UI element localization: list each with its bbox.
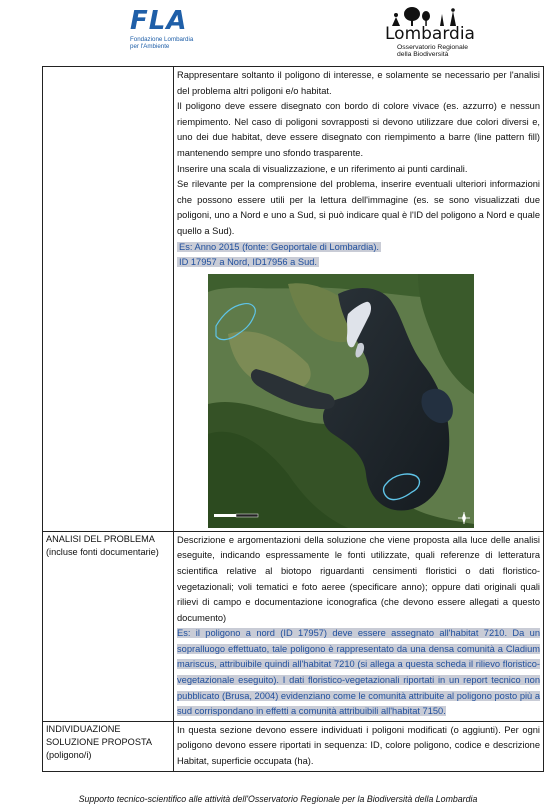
scale-bar — [214, 514, 258, 517]
description-paragraph: Descrizione e argomentazioni della soluzione che viene proposta alla luce delle analisi eseguite, indicando espressamente le fonti utilizzate, quali referenze di letteratura scientifica relative al biotopo riguardanti censimenti floristici o dati floristico-vegetazionali; voli tematici e foto aeree (specificare anno); oppure dati originali quali rilievi di campo e documentazione iconografica (che devono essere allegati a questo documento) — [177, 534, 540, 623]
lombardia-logo — [385, 8, 475, 58]
fla-logo — [130, 8, 204, 54]
table-row — [43, 67, 544, 532]
example-analysis-text: Es: il poligono a nord (ID 17957) deve essere assegnato all'habitat 7210. Da un sopralluogo effettuato, tale poligono è rappresentato da una densa comunità a Cladium mariscus, attribuibile quindi all'habitat 7210 (si allega a questa scheda il rilievo floristico-vegetazionale eseguito). I dati floristico-vegetazionali riportati in un report tecnico non pubblicato (Brusa, 2004) evidenziano come le comunità attribuite al poligono posto più a sud corrispondano in effetti a comunità attribuibili all'habitat 7150. — [177, 628, 540, 717]
row-content-map-instructions — [174, 67, 544, 532]
aerial-photo-image — [208, 274, 474, 528]
example-source-text: Es: Anno 2015 (fonte: Geoportale di Lombardia). — [179, 241, 380, 252]
lombardia-logo-subtitle: Osservatorio Regionale della Biodiversità — [397, 44, 469, 59]
instruction-paragraph: Il poligono deve essere disegnato con bordo di colore vivace (es. azzurro) e nessun riempimento. Nel caso di poligoni sovrapposti si devono utilizzare due colori diversi e, uno dei due habitat, deve essere disegnato con riempimento a barre (line pattern fill) mantenendo sempre uno sfondo trasparente. — [177, 101, 540, 158]
row-label-soluzione: INDIVIDUAZIONE SOLUZIONE PROPOSTA (poligono/i) — [43, 721, 174, 771]
table-row — [43, 531, 544, 721]
lombardia-logo-name: Lombardia — [385, 24, 475, 44]
fla-logo-subtitle: Fondazione Lombardia per l'Ambiente — [130, 36, 194, 50]
fla-logo-mark: FLA — [130, 6, 188, 36]
example-id-text: ID 17957 a Nord, ID17956 a Sud. — [179, 257, 317, 268]
instruction-paragraph: Rappresentare soltanto il poligono di interesse, e solamente se necessario per l'analisi del problema altri poligoni e/o habitat. — [177, 70, 540, 96]
row-label-analisi: ANALISI DEL PROBLEMA (incluse fonti documentarie) — [43, 531, 174, 721]
instruction-paragraph: Se rilevante per la comprensione del problema, inserire eventuali ulteriori informazioni che possono essere utili per la lettura dell'immagine (es. se sono visualizzati due poligoni, uno a Nord e uno a Sud, si può indicare qual è l'ID del poligono a Nord e quale quello a Sud). — [177, 179, 540, 236]
instruction-paragraph: Inserire una scala di visualizzazione, e un riferimento ai punti cardinali. — [177, 163, 468, 174]
example-paragraph — [177, 626, 540, 720]
aerial-photo — [208, 274, 474, 528]
habitat-form-table — [42, 66, 544, 772]
example-line — [177, 255, 540, 271]
table-row — [43, 721, 544, 771]
row-content-soluzione — [174, 721, 544, 771]
row-label-empty — [43, 67, 174, 532]
row-content-analisi — [174, 531, 544, 721]
description-paragraph: In questa sezione devono essere individuati i poligoni modificati (o aggiunti). Per ogni poligono devono essere riportati in sequenza: ID, colore poligono, codice e descrizione Habitat, superficie occupata (ha). — [177, 724, 540, 767]
example-line — [177, 240, 540, 256]
page-header — [0, 0, 556, 66]
page-footer: Supporto tecnico-scientifico alle attività dell'Osservatorio Regionale per la Biodiversità della Lombardia — [78, 794, 478, 804]
